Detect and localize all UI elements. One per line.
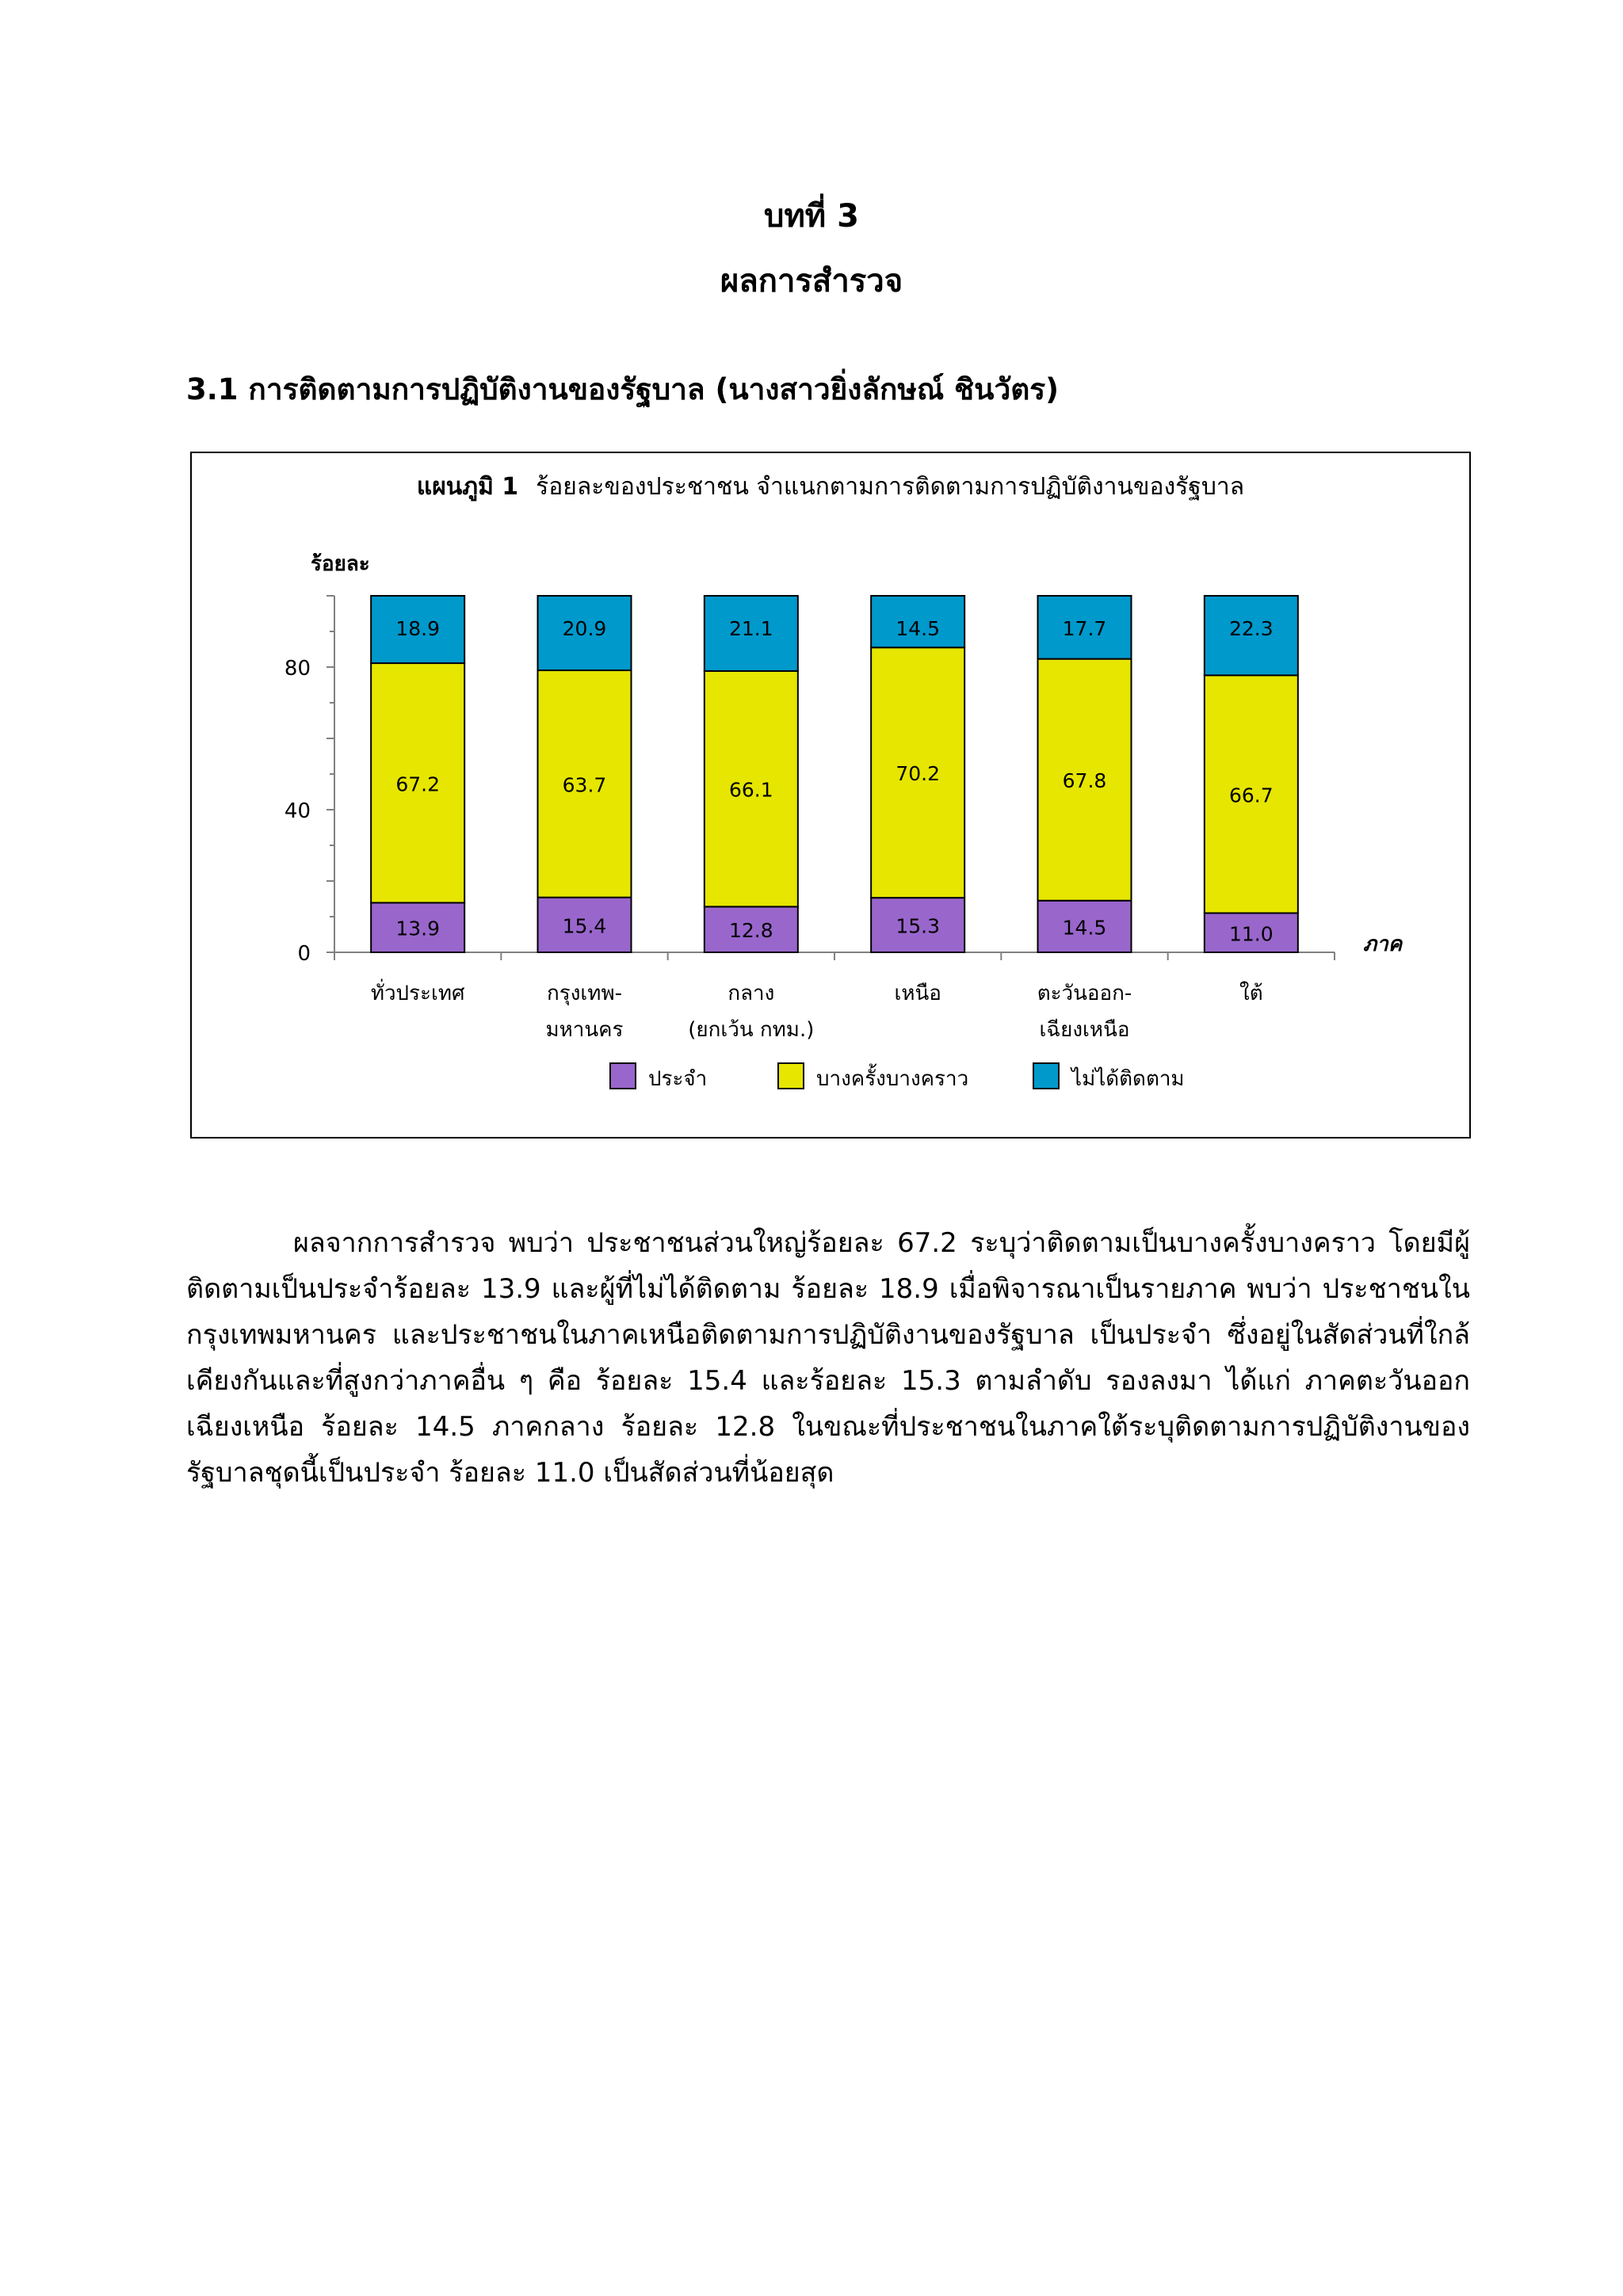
y-axis-label: ร้อยละ	[311, 552, 370, 576]
legend-label: ไม่ได้ติดตาม	[1071, 1067, 1185, 1091]
bar-value-label: 70.2	[896, 762, 941, 786]
section-heading: 3.1 การติดตามการปฏิบัติงานของรัฐบาล (นางสาวยิ่งลักษณ์ ชินวัตร)	[186, 372, 1060, 406]
y-tick-label: 40	[284, 799, 311, 823]
legend-swatch	[778, 1063, 804, 1089]
legend-swatch	[610, 1063, 636, 1089]
chapter-heading: บทที่ 3	[764, 198, 859, 235]
x-category-label: เหนือ	[894, 982, 941, 1005]
x-category-label: (ยกเว้น กทม.)	[688, 1018, 815, 1042]
x-axis-label: ภาค	[1363, 933, 1403, 956]
x-category-label: เฉียงเหนือ	[1039, 1018, 1130, 1042]
x-category-label: มหานคร	[545, 1018, 624, 1042]
bar-value-label: 15.4	[562, 914, 607, 938]
bar-value-label: 11.0	[1228, 922, 1274, 946]
bar-value-label: 15.3	[896, 914, 941, 938]
bar-value-label: 14.5	[1062, 916, 1107, 940]
bar-value-label: 12.8	[728, 919, 773, 943]
x-category-label: ใต้	[1239, 982, 1263, 1005]
bar-value-label: 22.3	[1228, 617, 1274, 640]
bar-value-label: 67.8	[1062, 769, 1107, 793]
legend-label: บางครั้งบางคราว	[816, 1067, 969, 1091]
bar-value-label: 66.1	[728, 778, 773, 802]
bar-value-label: 21.1	[728, 617, 773, 640]
chart-frame	[190, 452, 1471, 1138]
stacked-bar-chart	[192, 453, 1469, 1137]
bar-value-label: 14.5	[896, 617, 941, 640]
bar-value-label: 67.2	[395, 772, 441, 796]
bar-value-label: 20.9	[562, 617, 607, 640]
chapter-title: ผลการสำรวจ	[720, 263, 903, 299]
y-tick-label: 0	[297, 942, 311, 966]
chart-title: แผนภูมิ 1 ร้อยละของประชาชน จำแนกตามการติดตามการปฏิบัติงานของรัฐบาล	[416, 473, 1245, 501]
x-category-label: กรุงเทพ-	[547, 982, 622, 1005]
bar-value-label: 18.9	[395, 617, 441, 640]
x-category-label: กลาง	[727, 982, 775, 1005]
y-tick-label: 80	[284, 657, 311, 681]
bar-value-label: 66.7	[1228, 784, 1274, 807]
legend-swatch	[1033, 1063, 1059, 1089]
body-paragraph	[186, 1220, 1470, 1496]
bar-value-label: 13.9	[395, 917, 441, 940]
x-category-label: ทั่วประเทศ	[370, 982, 465, 1005]
bar-value-label: 63.7	[562, 773, 607, 797]
x-category-label: ตะวันออก-	[1037, 982, 1132, 1005]
legend-label: ประจำ	[648, 1067, 708, 1091]
paragraph-text: ผลจากการสำรวจ พบว่า ประชาชนส่วนใหญ่ร้อยละ 67.2 ระบุว่าติดตามเป็นบางครั้งบางคราว โดยมีผู้ติดตามเป็นประจำร้อยละ 13.9 และผู้ที่ไม่ได้ติดตาม ร้อยละ 18.9 เมื่อพิจารณาเป็นรายภาค พบว่า ประชาชนในกรุงเทพมหานคร และประชาชนในภาคเหนือติดตามการปฏิบัติงานของรัฐบาล เป็นประจำ ซึ่งอยู่ในสัดส่วนที่ใกล้เคียงกันและที่สูงกว่าภาคอื่น ๆ คือ ร้อยละ 15.4 และร้อยละ 15.3 ตามลำดับ รองลงมา ได้แก่ ภาคตะวันออกเฉียงเหนือ ร้อยละ 14.5 ภาคกลาง ร้อยละ 12.8 ในขณะที่ประชาชนในภาคใต้ระบุติดตามการปฏิบัติงานของรัฐบาลชุดนี้เป็นประจำ ร้อยละ 11.0 เป็นสัดส่วนที่น้อยสุด	[186, 1227, 1470, 1489]
bar-value-label: 17.7	[1062, 617, 1107, 640]
